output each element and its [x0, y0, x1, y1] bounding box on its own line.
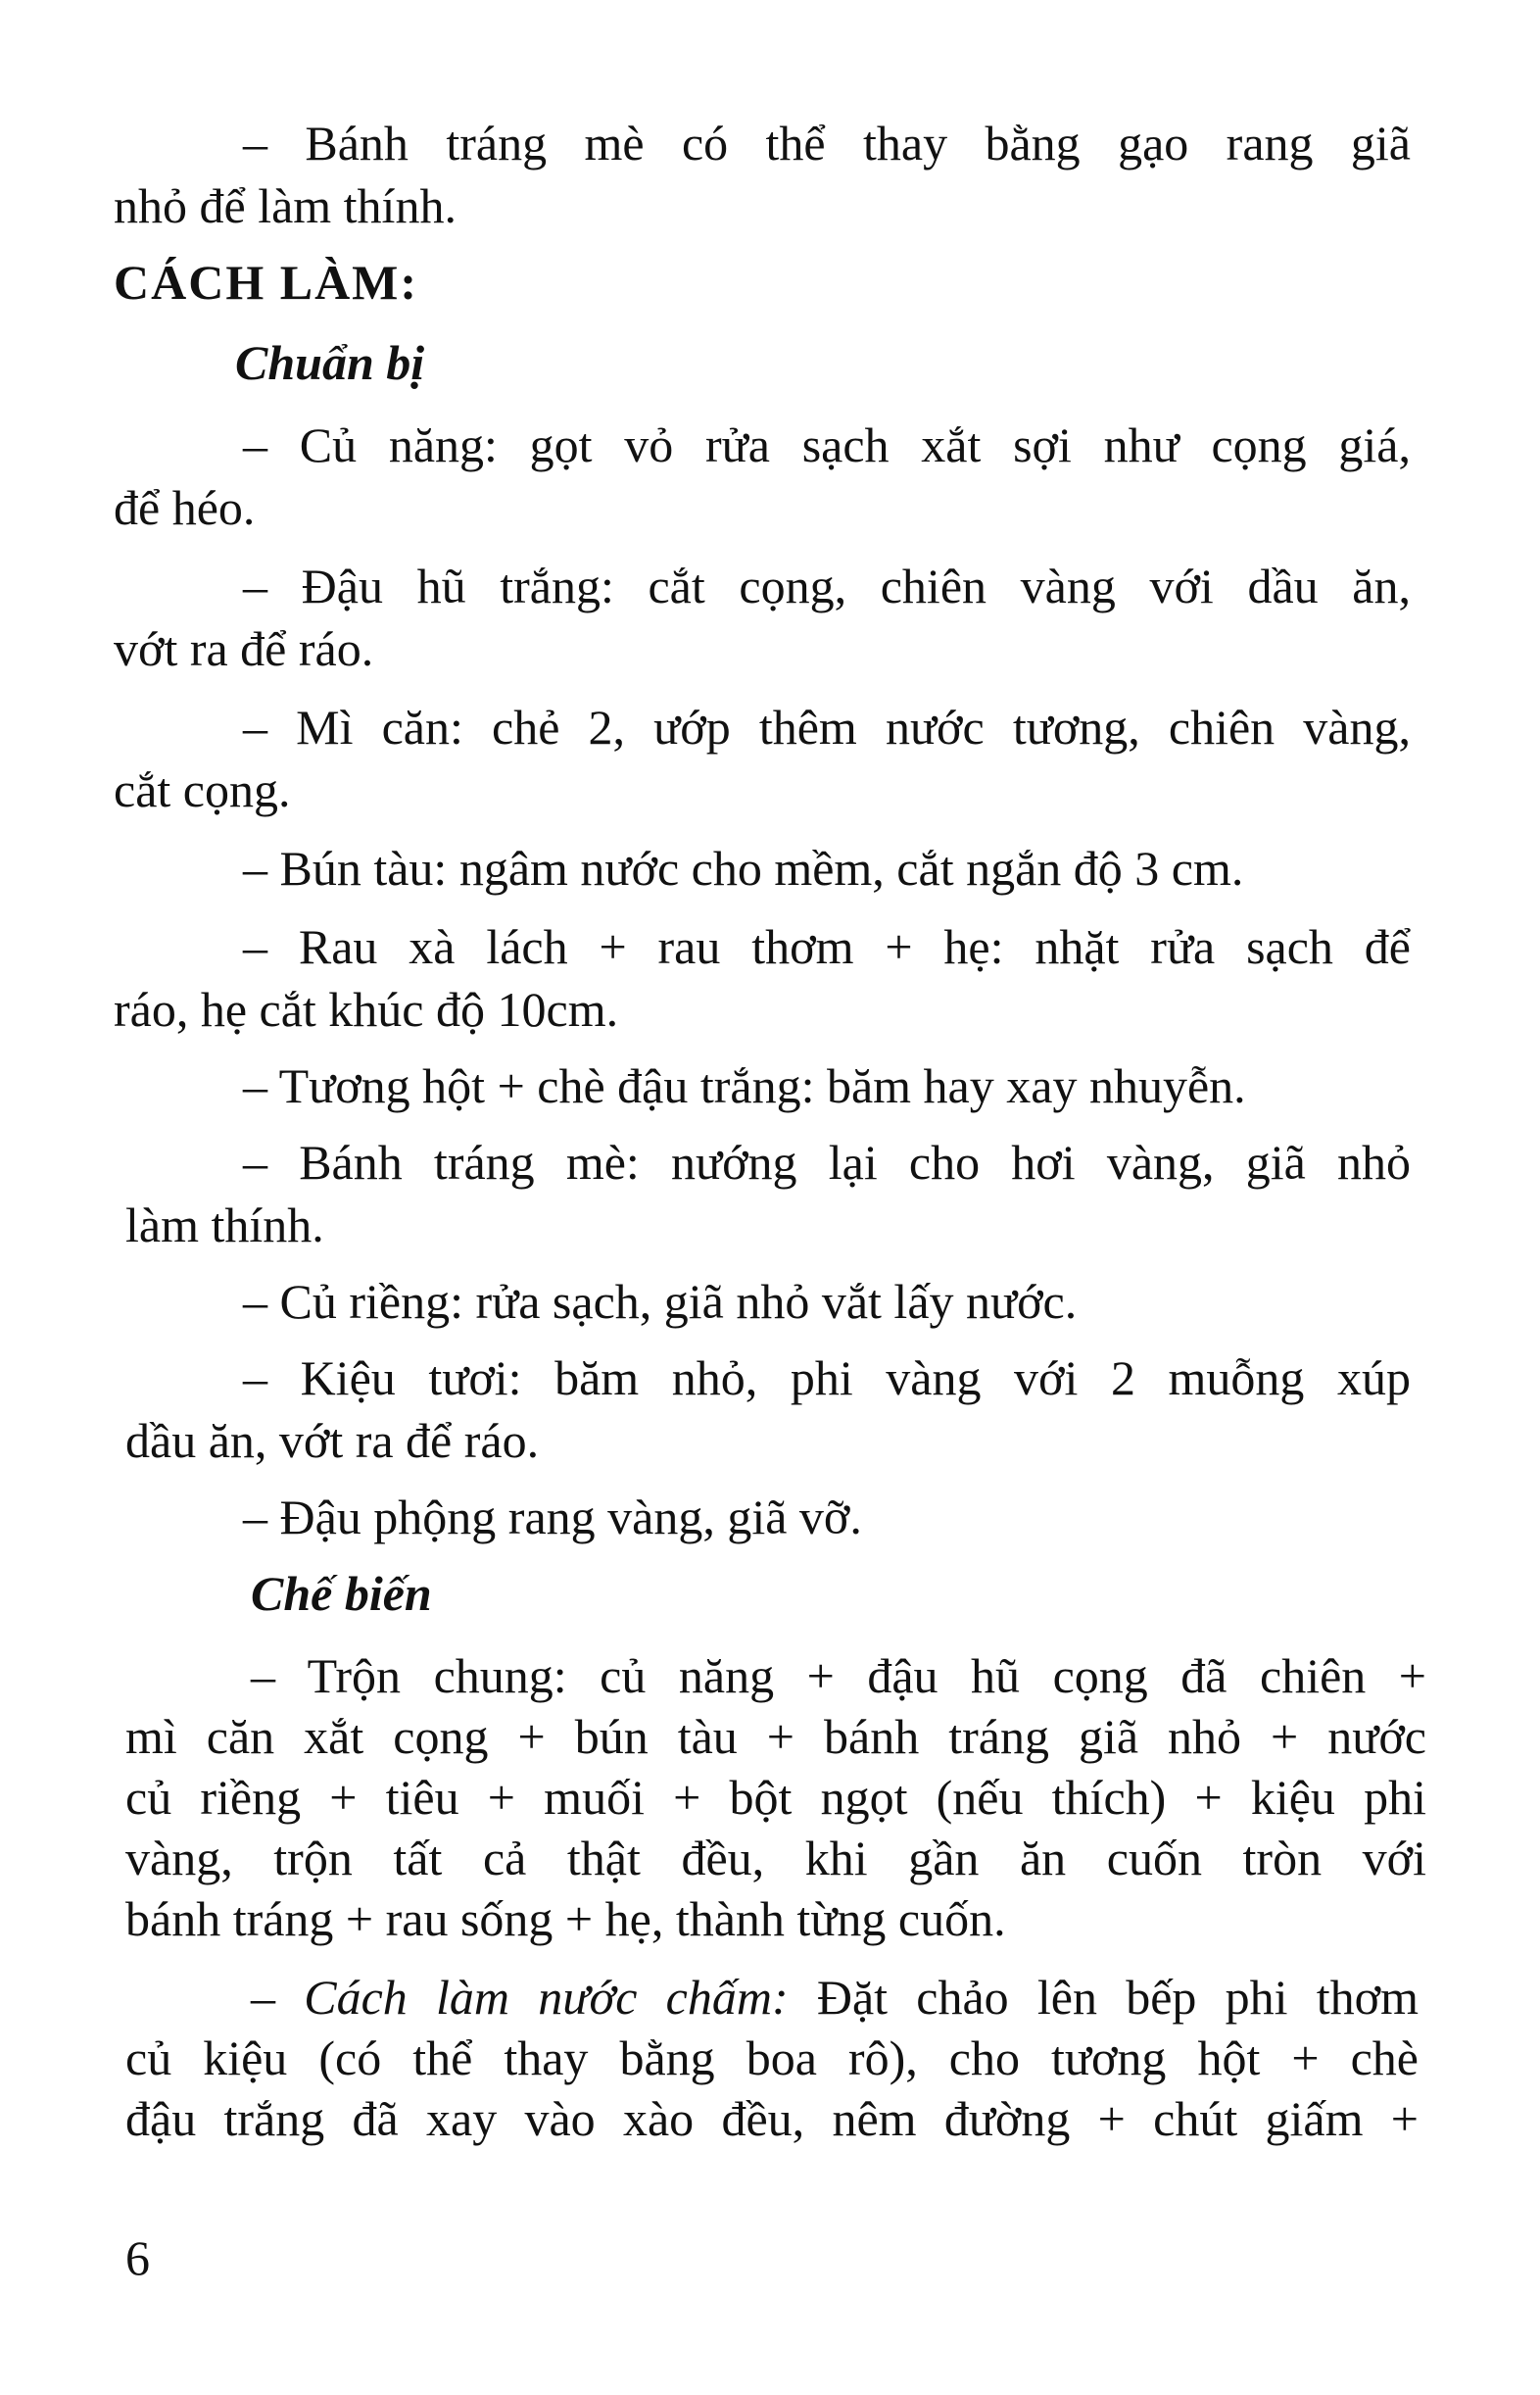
sauce-line-1-wrap [251, 1968, 1419, 2027]
sauce-line-1-text: Đặt chảo lên bếp phi thơm [788, 1970, 1420, 2025]
prep-heading: Chuẩn bị [235, 335, 425, 390]
process-heading: Chế biến [251, 1566, 432, 1621]
prep-item-9-line-2: dầu ăn, vớt ra để ráo. [125, 1413, 540, 1468]
prep-item-5-line-2: ráo, hẹ cắt khúc độ 10cm. [114, 982, 619, 1037]
prep-item-3-line-1: – Mì căn: chẻ 2, ướp thêm nước tương, chiên vàng, [243, 700, 1411, 755]
page-number: 6 [125, 2230, 150, 2285]
process-line-2: mì căn xắt cọng + bún tàu + bánh tráng giã nhỏ + nước [125, 1709, 1426, 1764]
prep-item-4-line-1: – Bún tàu: ngâm nước cho mềm, cắt ngắn độ 3 cm. [243, 841, 1244, 896]
prep-item-6-line-1: – Tương hột + chè đậu trắng: băm hay xay nhuyễn. [243, 1058, 1246, 1113]
prep-item-7-line-2: làm thính. [125, 1198, 324, 1252]
prep-item-7-line-1: – Bánh tráng mè: nướng lại cho hơi vàng, giã nhỏ [243, 1135, 1411, 1190]
intro-note-line-1: – Bánh tráng mè có thể thay bằng gạo rang giã [243, 116, 1411, 171]
method-heading: CÁCH LÀM: [114, 255, 419, 310]
process-line-5: bánh tráng + rau sống + hẹ, thành từng cuốn. [125, 1891, 1006, 1946]
prep-item-9-line-1: – Kiệu tươi: băm nhỏ, phi vàng với 2 muỗng xúp [243, 1350, 1411, 1405]
prep-item-8-line-1: – Củ riềng: rửa sạch, giã nhỏ vắt lấy nước. [243, 1274, 1078, 1329]
intro-note-line-2: nhỏ để làm thính. [114, 178, 457, 233]
sauce-line-1 [251, 1968, 1419, 2027]
process-line-1: – Trộn chung: củ năng + đậu hũ cọng đã chiên + [251, 1648, 1426, 1703]
sauce-line-3: đậu trắng đã xay vào xào đều, nêm đường + chút giấm + [125, 2091, 1419, 2146]
prep-item-3-line-2: cắt cọng. [114, 762, 291, 817]
prep-item-5-line-1: – Rau xà lách + rau thơm + hẹ: nhặt rửa sạch để [243, 919, 1411, 974]
prep-item-10-line-1: – Đậu phộng rang vàng, giã vỡ. [243, 1490, 862, 1544]
process-line-3: củ riềng + tiêu + muối + bột ngọt (nếu thích) + kiệu phi [125, 1770, 1426, 1825]
prep-item-2-line-2: vớt ra để ráo. [114, 621, 374, 676]
process-line-4: vàng, trộn tất cả thật đều, khi gần ăn cuốn tròn với [125, 1831, 1426, 1885]
prep-item-2-line-1: – Đậu hũ trắng: cắt cọng, chiên vàng với dầu ăn, [243, 559, 1411, 613]
prep-item-1-line-1: – Củ năng: gọt vỏ rửa sạch xắt sợi như cọng giá, [243, 417, 1411, 472]
sauce-label: – Cách làm nước chấm: [251, 1970, 789, 2025]
sauce-line-2: củ kiệu (có thể thay bằng boa rô), cho tương hột + chè [125, 2030, 1419, 2085]
prep-item-1-line-2: để héo. [114, 480, 256, 535]
